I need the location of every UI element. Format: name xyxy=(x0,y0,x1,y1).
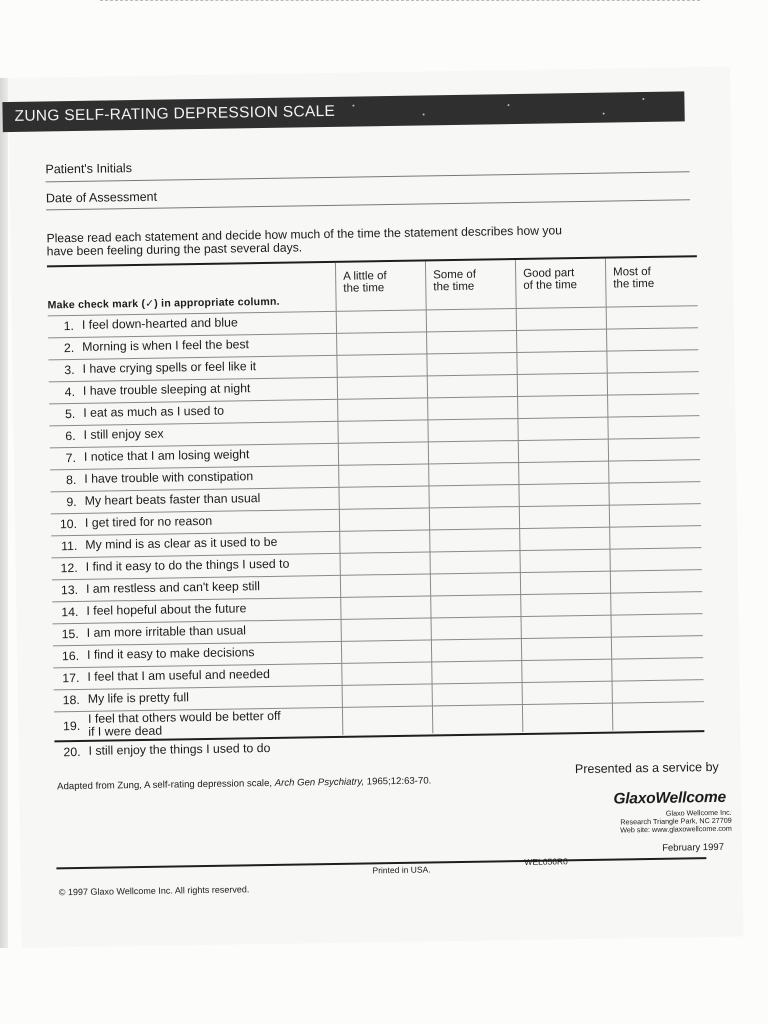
column-header-a-little: A little of the time xyxy=(343,270,387,295)
citation: Adapted from Zung, A self-rating depression scale, Arch Gen Psychiatry, 1965;12:63-70. xyxy=(57,775,432,793)
print-speck xyxy=(352,105,354,107)
presented-by-text: Presented as a service by xyxy=(574,759,719,777)
table-top-rule xyxy=(47,255,697,267)
column-header-most: Most of the time xyxy=(613,265,655,291)
paper-edge-dashes xyxy=(100,0,700,1)
address-line: Research Triangle Park, NC 27709 xyxy=(620,815,732,827)
column-header-some: Some of the time xyxy=(433,268,477,294)
column-header-good-part: Good part of the time xyxy=(523,267,578,292)
copyright: © 1997 Glaxo Wellcome Inc. All rights reserved. xyxy=(58,884,250,898)
form-title: ZUNG SELF-RATING DEPRESSION SCALE xyxy=(14,102,336,125)
print-speck xyxy=(603,113,605,115)
print-date: February 1997 xyxy=(662,841,725,854)
website-line: Web site: www.glaxowellcome.com xyxy=(620,823,732,835)
glaxowellcome-logo: GlaxoWellcome xyxy=(613,788,727,808)
assessment-date-label: Date of Assessment xyxy=(45,189,158,206)
print-speck xyxy=(642,98,644,100)
printed-in: Printed in USA. xyxy=(372,864,431,876)
patient-initials-line[interactable] xyxy=(46,171,690,182)
print-speck xyxy=(507,104,509,106)
print-speck xyxy=(423,113,425,115)
patient-initials-label: Patient's Initials xyxy=(45,161,133,177)
address-line: Glaxo Wellcome Inc. xyxy=(665,807,732,818)
form-code: WEL056R0 xyxy=(524,856,568,867)
instructions-text: Please read each statement and decide how much of the time the statement describes how you have been feeling during the past several days. xyxy=(46,223,563,259)
title-bar xyxy=(2,91,684,132)
checkmark-instruction: Make check mark (✓) in appropriate column. xyxy=(47,295,280,312)
binding-edge xyxy=(0,78,8,948)
form-sheet xyxy=(8,67,744,948)
